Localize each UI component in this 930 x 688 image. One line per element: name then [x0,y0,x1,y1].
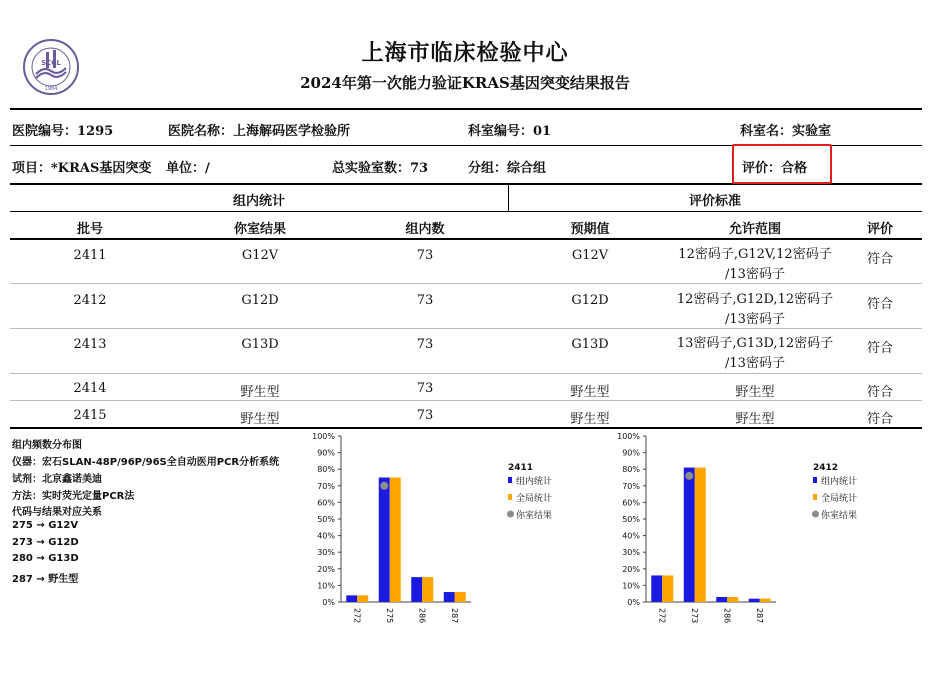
bar-global-273 [695,468,706,602]
cell-expected: 野生型 [570,385,610,400]
legend-swatch-group [813,477,817,483]
cell-eval: 符合 [866,412,893,427]
group-stats-header: 组内统计 [232,194,285,209]
divider [10,400,922,401]
col-expected: 预期值 [570,222,610,237]
bar-global-272 [357,595,368,602]
frequency-chart-2411 [300,428,580,628]
bar-global-272 [662,575,673,602]
cell-result: G13D [241,337,279,352]
cell-result: G12D [241,293,279,308]
y-tick-label: 80% [622,465,640,475]
y-tick-label: 90% [622,448,640,458]
notes-reagent: 试剂：北京鑫诺美迪 [12,474,102,485]
bar-global-287 [455,592,466,602]
dept-name: 科室名：实验室 [740,124,832,139]
cell-range: 12密码子,G12V,12密码子 /13密码子 [678,247,832,282]
cell-expected: G13D [571,337,609,352]
legend-swatch-yours [507,511,514,518]
y-tick-label: 20% [622,564,640,574]
code-mapping: 280 → G13D [12,553,79,564]
x-tick-label: 273 [689,608,699,624]
bar-group-286 [411,577,422,602]
cell-range: 13密码子,G13D,12密码子 /13密码子 [676,336,834,371]
bar-global-287 [760,599,771,602]
col-result: 你室结果 [233,222,286,237]
report-title: 上海市临床检验中心 [361,40,569,66]
bar-global-286 [422,577,433,602]
notes-code-title: 代码与结果对应关系 [12,507,102,518]
legend-label-group: 组内统计 [821,477,858,487]
hospital-id: 医院编号：1295 [12,124,114,139]
svg-text:1984: 1984 [44,86,58,92]
dept-id: 科室编号：01 [468,124,552,139]
legend-title: 2411 [508,463,534,473]
y-tick-label: 90% [317,448,335,458]
bar-group-287 [444,592,455,602]
cell-count: 73 [416,381,434,396]
cell-batch: 2413 [73,337,107,352]
cell-range: 12密码子,G12D,12密码子 /13密码子 [676,292,834,327]
y-tick-label: 100% [617,432,640,441]
cell-count: 73 [416,248,434,263]
legend-swatch-yours [812,511,819,518]
cell-batch: 2412 [73,293,107,308]
y-tick-label: 30% [317,548,335,558]
bar-global-286 [727,597,738,602]
cell-eval: 符合 [866,385,893,400]
cell-batch: 2411 [73,248,107,263]
divider [10,211,922,212]
code-mapping: 273 → G12D [12,537,79,548]
bar-group-275 [379,478,390,603]
project: 项目：*KRAS基因突变 [12,161,152,176]
bar-group-286 [716,597,727,602]
legend-label-global: 全局统计 [821,494,858,504]
divider [10,108,922,110]
col-count: 组内数 [405,222,445,237]
cell-result: 野生型 [240,412,280,427]
your-result-marker [685,472,693,480]
x-tick-label: 275 [384,608,394,624]
frequency-chart-2412 [605,428,885,628]
cell-batch: 2414 [73,381,107,396]
divider [10,238,922,240]
cell-expected: G12V [571,248,609,263]
cell-expected: 野生型 [570,412,610,427]
report-subtitle: 2024年第一次能力验证KRAS基因突变结果报告 [300,74,630,92]
evaluation: 评价：合格 [742,161,808,176]
cell-eval: 符合 [866,297,893,312]
bar-group-273 [684,468,695,602]
cell-count: 73 [416,337,434,352]
legend-label-global: 全局统计 [516,494,553,504]
divider [10,328,922,329]
col-range: 允许范围 [728,222,781,237]
cell-range: 野生型 [735,385,775,400]
y-tick-label: 50% [622,515,640,524]
code-mapping: 287 → 野生型 [12,574,79,585]
y-tick-label: 40% [317,531,335,541]
code-mapping: 275 → G12V [12,520,79,531]
cell-expected: G12D [571,293,609,308]
x-tick-label: 272 [657,608,667,624]
legend-swatch-global [813,494,817,500]
cell-result: G12V [241,248,279,263]
legend-label-yours: 你室结果 [516,511,553,521]
hospital-name: 医院名称：上海解码医学检验所 [168,124,351,139]
x-tick-label: 272 [352,608,362,624]
legend-swatch-global [508,494,512,500]
y-tick-label: 60% [317,498,335,508]
y-tick-label: 80% [317,465,335,475]
legend-title: 2412 [813,463,839,473]
evaluation-highlight-box [732,144,832,184]
y-tick-label: 60% [622,498,640,508]
y-tick-label: 20% [317,564,335,574]
y-tick-label: 70% [622,481,640,491]
cell-batch: 2415 [73,408,107,423]
notes-instrument: 仪器：宏石SLAN-48P/96P/96S全自动医用PCR分析系统 [12,457,280,468]
y-tick-label: 10% [622,581,640,591]
x-tick-label: 287 [449,608,459,624]
notes-title: 组内频数分布图 [12,440,82,451]
unit: 单位：/ [166,161,210,176]
divider [508,184,509,211]
cell-eval: 符合 [866,341,893,356]
svg-text:SCCL: SCCL [41,59,61,67]
x-tick-label: 286 [722,608,732,624]
y-tick-label: 70% [317,481,335,491]
cell-range: 野生型 [735,412,775,427]
divider [10,283,922,284]
eval-standard-header: 评价标准 [688,194,741,209]
col-batch: 批号 [76,222,103,237]
y-tick-label: 50% [317,515,335,524]
bar-group-272 [651,575,662,602]
your-result-marker [380,482,388,490]
y-tick-label: 0% [322,598,335,607]
bar-group-287 [749,599,760,602]
y-tick-label: 100% [312,432,335,441]
cell-eval: 符合 [866,252,893,267]
group: 分组：综合组 [468,161,547,176]
bar-global-275 [390,478,401,603]
x-tick-label: 287 [754,608,764,624]
y-tick-label: 0% [627,598,640,607]
cell-result: 野生型 [240,385,280,400]
legend-label-yours: 你室结果 [821,511,858,521]
notes-method: 方法：实时荧光定量PCR法 [12,491,135,502]
y-tick-label: 10% [317,581,335,591]
cell-count: 73 [416,408,434,423]
legend-swatch-group [508,477,512,483]
total-labs: 总实验室数：73 [332,161,429,176]
legend-label-group: 组内统计 [516,477,553,487]
bar-group-272 [346,595,357,602]
col-eval: 评价 [866,222,893,237]
cell-count: 73 [416,293,434,308]
x-tick-label: 286 [417,608,427,624]
y-tick-label: 30% [622,548,640,558]
divider [10,373,922,374]
y-tick-label: 40% [622,531,640,541]
